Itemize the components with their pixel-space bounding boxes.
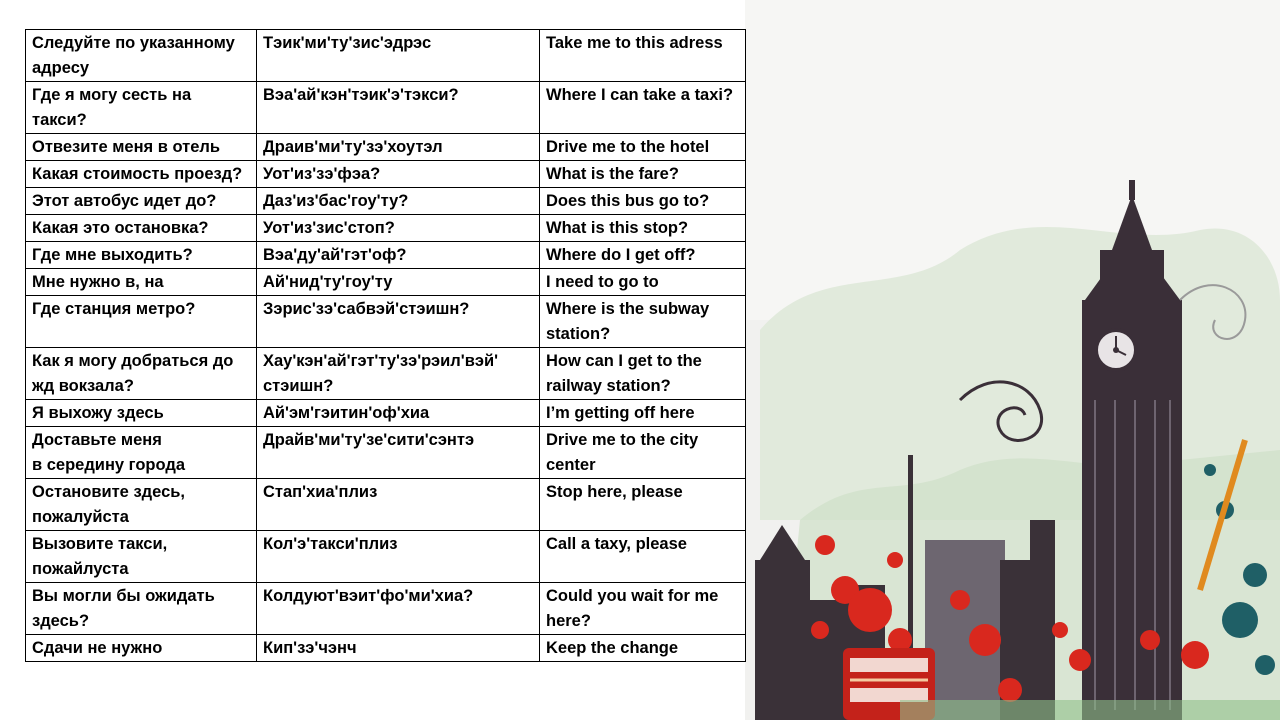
russian-phrase-cell: Остановите здесь, пожалуйста bbox=[26, 479, 257, 531]
table-row bbox=[26, 188, 746, 215]
green-strip bbox=[900, 700, 1280, 720]
pronunciation-cell: Стап'хиа'плиз bbox=[257, 479, 540, 531]
russian-phrase-cell: Сдачи не нужно bbox=[26, 635, 257, 662]
english-phrase-cell: I need to go to bbox=[540, 269, 746, 296]
pronunciation-cell: Зэрис'зэ'сабвэй'стэишн? bbox=[257, 296, 540, 348]
english-phrase-cell: Where is the subway station? bbox=[540, 296, 746, 348]
russian-phrase-cell: Какая стоимость проезд? bbox=[26, 161, 257, 188]
table-row bbox=[26, 161, 746, 188]
table-row bbox=[26, 583, 746, 635]
english-phrase-cell: How can I get to the railway station? bbox=[540, 348, 746, 400]
pronunciation-cell: Даз'из'бас'гоу'ту? bbox=[257, 188, 540, 215]
english-phrase-cell: What is this stop? bbox=[540, 215, 746, 242]
russian-phrase-cell: Вы могли бы ожидать здесь? bbox=[26, 583, 257, 635]
russian-phrase-cell: Доставьте меня в середину города bbox=[26, 427, 257, 479]
russian-phrase-cell: Мне нужно в, на bbox=[26, 269, 257, 296]
phrase-table-body bbox=[26, 30, 746, 662]
pronunciation-cell: Вэа'ай'кэн'тэик'э'тэкси? bbox=[257, 82, 540, 134]
english-phrase-cell: Where I can take a taxi? bbox=[540, 82, 746, 134]
table-row bbox=[26, 296, 746, 348]
table-row bbox=[26, 427, 746, 479]
english-phrase-cell: Call a taxy, please bbox=[540, 531, 746, 583]
english-phrase-cell: What is the fare? bbox=[540, 161, 746, 188]
table-row bbox=[26, 30, 746, 82]
table-row bbox=[26, 242, 746, 269]
pronunciation-cell: Кол'э'такси'плиз bbox=[257, 531, 540, 583]
english-phrase-cell: I’m getting off here bbox=[540, 400, 746, 427]
pronunciation-cell: Вэа'ду'ай'гэт'оф? bbox=[257, 242, 540, 269]
english-phrase-cell: Keep the change bbox=[540, 635, 746, 662]
russian-phrase-cell: Отвезите меня в отель bbox=[26, 134, 257, 161]
pronunciation-cell: Уот'из'зэ'фэа? bbox=[257, 161, 540, 188]
table-row bbox=[26, 479, 746, 531]
russian-phrase-cell: Вызовите такси, пожайлуста bbox=[26, 531, 257, 583]
english-phrase-cell: Could you wait for me here? bbox=[540, 583, 746, 635]
pronunciation-cell: Тэик'ми'ту'зис'эдрэс bbox=[257, 30, 540, 82]
table-row bbox=[26, 531, 746, 583]
table-row bbox=[26, 82, 746, 134]
russian-phrase-cell: Какая это остановка? bbox=[26, 215, 257, 242]
russian-phrase-cell: Я выхожу здесь bbox=[26, 400, 257, 427]
english-phrase-cell: Does this bus go to? bbox=[540, 188, 746, 215]
english-phrase-cell: Stop here, please bbox=[540, 479, 746, 531]
pronunciation-cell: Драив'ми'ту'зэ'хоутэл bbox=[257, 134, 540, 161]
pronunciation-cell: Уот'из'зис'стоп? bbox=[257, 215, 540, 242]
russian-phrase-cell: Этот автобус идет до? bbox=[26, 188, 257, 215]
english-phrase-cell: Take me to this adress bbox=[540, 30, 746, 82]
pronunciation-cell: Ай'нид'ту'гоу'ту bbox=[257, 269, 540, 296]
russian-phrase-cell: Где станция метро? bbox=[26, 296, 257, 348]
russian-phrase-cell: Где мне выходить? bbox=[26, 242, 257, 269]
russian-phrase-cell: Как я могу добраться до жд вокзала? bbox=[26, 348, 257, 400]
table-row bbox=[26, 635, 746, 662]
english-phrase-cell: Where do I get off? bbox=[540, 242, 746, 269]
table-row bbox=[26, 400, 746, 427]
table-row bbox=[26, 269, 746, 296]
english-phrase-cell: Drive me to the hotel bbox=[540, 134, 746, 161]
pronunciation-cell: Колдуют'вэит'фо'ми'хиа? bbox=[257, 583, 540, 635]
table-row bbox=[26, 134, 746, 161]
pronunciation-cell: Кип'зэ'чэнч bbox=[257, 635, 540, 662]
english-phrase-cell: Drive me to the city center bbox=[540, 427, 746, 479]
table-row bbox=[26, 215, 746, 242]
phrase-table bbox=[25, 29, 746, 662]
russian-phrase-cell: Следуйте по указанному адресу bbox=[26, 30, 257, 82]
table-row bbox=[26, 348, 746, 400]
russian-phrase-cell: Где я могу сесть на такси? bbox=[26, 82, 257, 134]
pronunciation-cell: Хау'кэн'ай'гэт'ту'зэ'рэил'вэй' стэишн? bbox=[257, 348, 540, 400]
pronunciation-cell: Драйв'ми'ту'зе'сити'сэнтэ bbox=[257, 427, 540, 479]
pronunciation-cell: Ай'эм'гэитин'оф'хиа bbox=[257, 400, 540, 427]
